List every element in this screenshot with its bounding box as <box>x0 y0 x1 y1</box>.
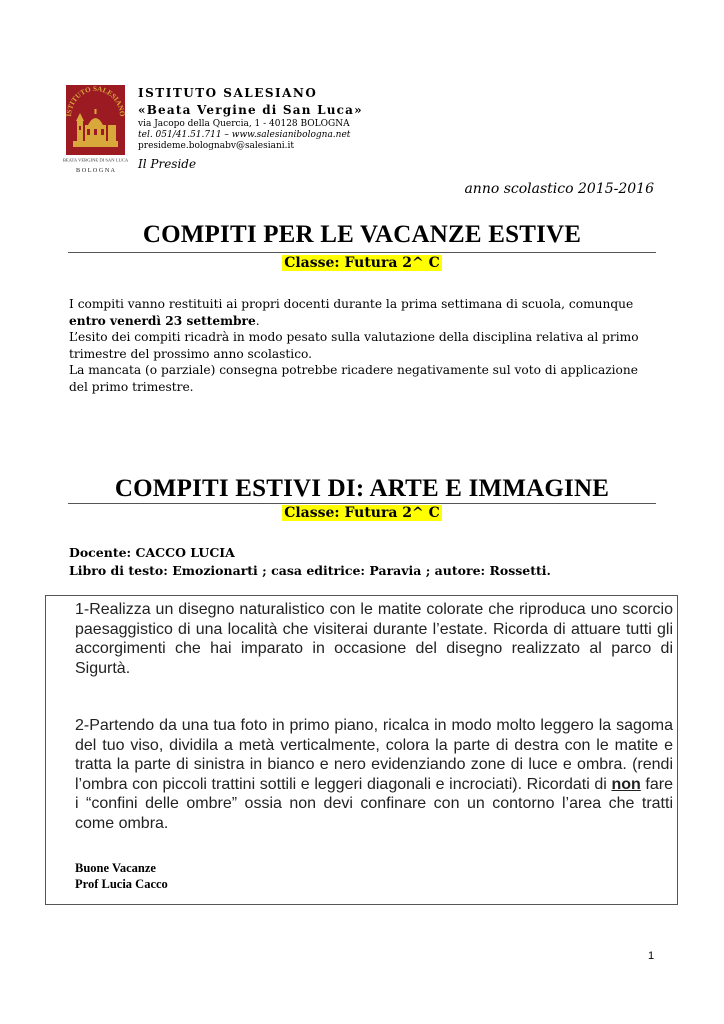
intro-text <box>69 296 659 395</box>
task-2 <box>75 716 673 833</box>
intro-paragraph-1 <box>69 296 659 329</box>
textbook-info: Libro di testo: Emozionarti ; casa editrice: Paravia ; autore: Rossetti. <box>69 563 551 578</box>
school-year: anno scolastico 2015-2016 <box>464 181 654 197</box>
intro-paragraph-3: La mancata (o parziale) consegna potrebbe ricadere negativamente sul voto di applicazione del primo trimestre. <box>69 363 638 394</box>
section2-divider <box>68 503 656 504</box>
section1-divider <box>68 252 656 253</box>
section1-title: COMPITI PER LE VACANZE ESTIVE <box>142 221 582 248</box>
section1-classe <box>0 255 724 271</box>
task-2-emphasis: non <box>611 775 641 793</box>
teacher-info <box>69 544 551 580</box>
section2-classe <box>0 505 724 521</box>
intro-deadline: entro venerdì 23 settembre <box>69 313 256 328</box>
institute-name: ISTITUTO SALESIANO <box>138 86 318 100</box>
intro-p1-end: . <box>255 313 260 328</box>
teacher-name: Docente: CACCO LUCIA <box>69 545 235 560</box>
institute-logo <box>63 81 128 177</box>
institute-subtitle: «Beata Vergine di San Luca» <box>138 103 363 117</box>
closing-signature <box>75 860 168 892</box>
institute-header <box>138 85 363 171</box>
section2-classe-highlight: Classe: Futura 2^ C <box>284 505 440 521</box>
logo-city-text: B O L O G N A <box>76 167 115 174</box>
page-number: 1 <box>648 950 655 962</box>
logo-band-text: BEATA VERGINE DI SAN LUCA <box>63 157 128 163</box>
logo-arc-text: ISTITUTO SALESIANO <box>64 84 127 117</box>
tasks-box <box>45 595 678 905</box>
intro-p1-text: I compiti vanno restituiti ai propri docenti durante la prima settimana di scuola, comunque <box>69 297 634 311</box>
institute-email: presideme.bolognabv@salesiani.it <box>138 141 295 151</box>
institute-address: via Jacopo della Quercia, 1 - 40128 BOLOGNA <box>138 119 350 129</box>
intro-paragraph-2: L’esito dei compiti ricadrà in modo pesato sulla valutazione della disciplina relativa al primo trimestre del prossimo anno scolastico. <box>69 330 639 361</box>
task-2-text-a: 2-Partendo da una tua foto in primo piano, ricalca in modo molto leggero la sagoma del tuo viso, dividila a metà verticalmente, colora la parte di destra con le matite e tratta la parte di sinistra in bianco e nero evidenziando zone di luce e ombra. (rendi l’ombra con piccoli trattini sottili e leggeri diagonali e incrociati). Ricordati di <box>75 717 673 793</box>
section2-title: COMPITI ESTIVI DI: ARTE E IMMAGINE <box>114 475 610 502</box>
preside-label: Il Preside <box>138 157 197 171</box>
task-2-text-b: fare i “confini delle ombre” ossia non devi confinare con un contorno l’area che tratti come ombra. <box>75 775 673 832</box>
teacher-signature: Prof Lucia Cacco <box>75 877 168 891</box>
section1-classe-highlight: Classe: Futura 2^ C <box>284 255 440 271</box>
institute-phone-web: tel. 051/41.51.711 – www.salesianibologna.net <box>138 130 351 140</box>
task-1: 1-Realizza un disegno naturalistico con le matite colorate che riproduca uno scorcio paesaggistico di una località che visiterai durante l’estate. Ricorda di attuare tutti gli accorgimenti che hai imparato in occasione del disegno realizzato al parco di Sigurtà. <box>75 601 673 677</box>
closing-greeting: Buone Vacanze <box>75 861 156 875</box>
